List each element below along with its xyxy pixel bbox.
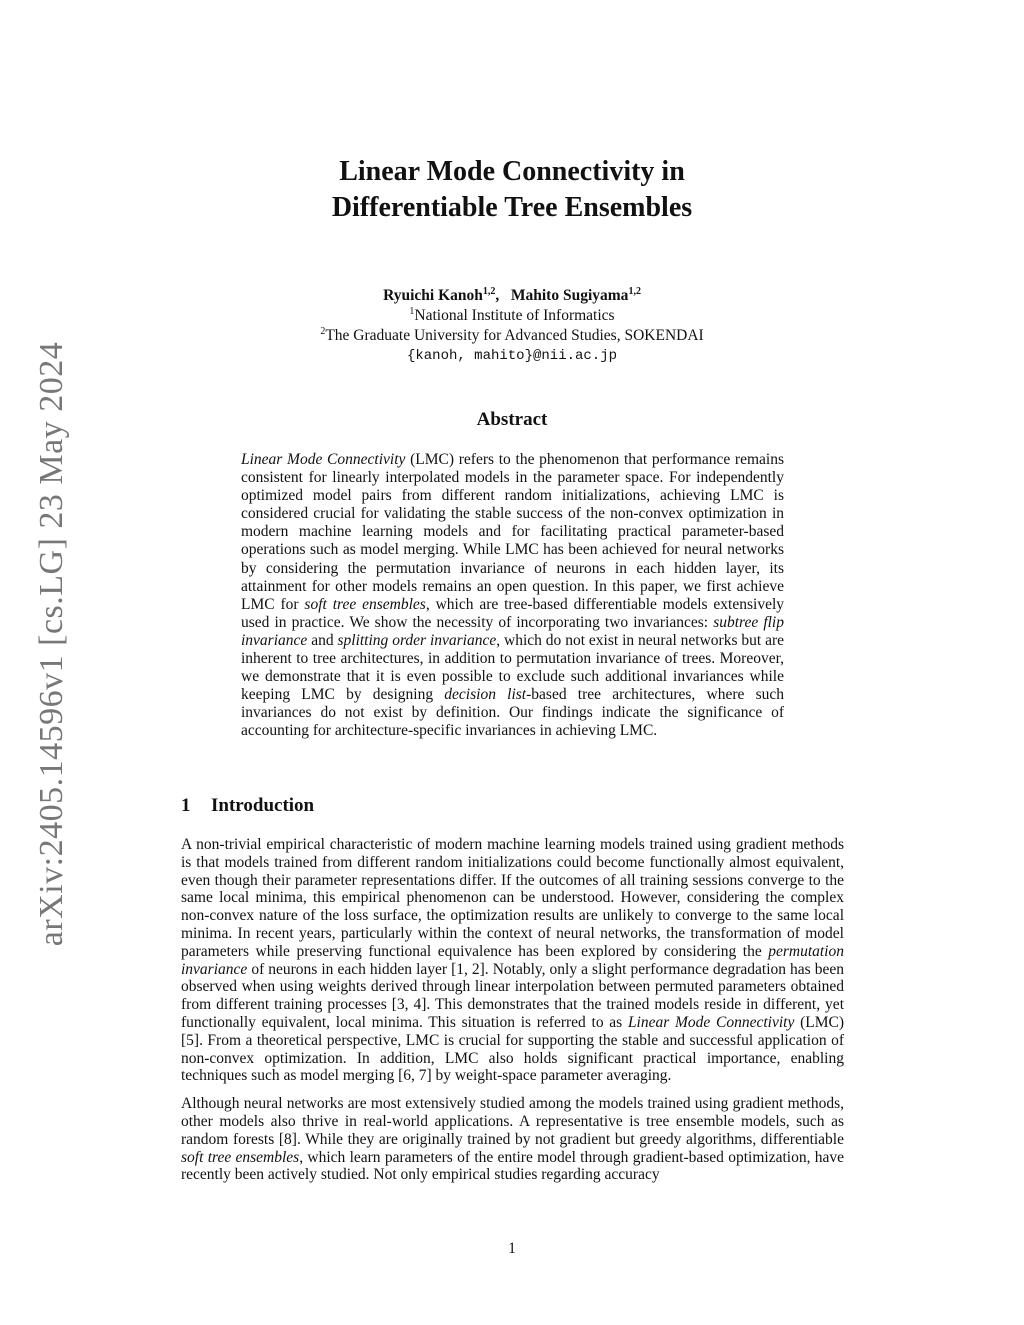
abstract-emphasis: splitting order invariance [337,631,497,649]
body-emphasis: Linear Mode Connectivity [627,1013,795,1031]
arxiv-identifier: arXiv:2405.14596v1 [cs.LG] 23 May 2024 [33,341,70,947]
page-number: 1 [508,1240,516,1257]
section-number: 1 [181,795,191,816]
introduction-paragraph-2 [181,1095,844,1184]
affiliation-2-marker: 2 [320,325,326,337]
section-heading-introduction [181,795,314,817]
affiliation-1-marker: 1 [409,305,415,317]
author-1-name: Ryuichi Kanoh [383,287,483,304]
body-text-run: of neurons in each hidden layer [1, 2]. Notably, only a slight performance degradation has been observed when using weights derived through linear interpolation between permuted parameters obtained from different training processes [3, 4]. This demonstrates that the trained models reside in different, yet functionally equivalent, local minima. This situation is referred to as [181,960,844,1031]
abstract-text-run: , which are tree-based differentiable models extensively used in practice. We show the necessity of incorporating two invariances: [241,595,785,631]
author-separator: , [495,287,511,304]
abstract-text-run: and [307,631,338,649]
abstract-text-run: , which do not exist in neural networks but are inherent to tree architectures, in addition to permutation invariance of trees. Moreover, we demonstrate that it is even possible to exclude such additional invariances while keeping LMC by designing [241,631,785,704]
body-text-run: Although neural networks are most extensively studied among the models trained using gradient methods, other models also thrive in real-world applications. A representative is tree ensemble models, such as random forests [8]. While they are originally trained by not gradient but greedy algorithms, differentiable [181,1095,844,1148]
affiliation-1 [0,306,1024,326]
author-email[interactable]: {kanoh, mahito}@nii.ac.jp [406,348,618,364]
abstract-paragraph [241,451,784,741]
author-block [0,286,1024,366]
abstract-text-run: (LMC) refers to the phenomenon that performance remains consistent for linearly interpolated models in the parameter space. For independently optimized model pairs from different random initializations, achieving LMC is considered crucial for validating the stable success of the non-convex optimization in modern machine learning models and for facilitating practical parameter-based operations such as model merging. While LMC has been achieved for neural networks by considering the permutation invariance of neurons in each hidden layer, its attainment for other models remains an open question. In this paper, we first achieve LMC for [241,451,784,613]
title-line-1: Linear Mode Connectivity in [339,156,685,187]
body-text-run: , which learn parameters of the entire model through gradient-based optimization, have recently been actively studied. Not only empirical studies regarding accuracy [181,1148,844,1184]
affiliation-2-name: The Graduate University for Advanced Studies, SOKENDAI [325,327,704,344]
introduction-paragraph-1 [181,836,844,1085]
abstract-emphasis: soft tree ensembles [304,595,426,613]
abstract-text-run: -based tree architectures, where such invariances do not exist by definition. Our findings indicate the significance of accounting for architecture-specific invariances in achieving LMC. [241,686,784,740]
abstract-text [241,451,784,741]
abstract-emphasis: subtree flip invariance [241,613,784,649]
title-line-2: Differentiable Tree Ensembles [331,192,693,223]
abstract-emphasis: Linear Mode Connectivity [241,451,406,468]
paper-title [0,154,1024,226]
author-2-affiliation-marker: 1,2 [628,285,641,297]
body-text-run: (LMC) [5]. From a theoretical perspective, LMC is crucial for supporting the stable and successful application of non-convex optimization. In addition, LMC also holds significant practical importance, enabling techniques such as model merging [6, 7] by weight-space parameter averaging. [181,1013,844,1085]
abstract-heading: Abstract [476,409,548,430]
author-2-name: Mahito Sugiyama [510,287,629,304]
introduction-body [181,836,844,1194]
body-emphasis: soft tree ensembles [181,1148,300,1166]
abstract-emphasis: decision list [444,686,527,704]
section-title: Introduction [211,795,315,816]
body-emphasis: permutation invariance [181,942,844,978]
body-text-run: A non-trivial empirical characteristic of modern machine learning models trained using gradient methods is that models trained from different random initializations could become functionally almost equivalent, even though their parameter representations differ. If the outcomes of all training sessions converge to the same local minima, this empirical phenomenon can be understood. However, considering the complex non-convex nature of the loss surface, the optimization results are unlikely to converge to the same local minima. In recent years, particularly within the context of neural networks, the transformation of model parameters while preserving functional equivalence has been explored by considering the [181,836,844,960]
affiliation-2 [0,326,1024,346]
affiliation-1-name: National Institute of Informatics [414,307,615,324]
author-1-affiliation-marker: 1,2 [482,285,496,297]
author-names [0,286,1024,306]
